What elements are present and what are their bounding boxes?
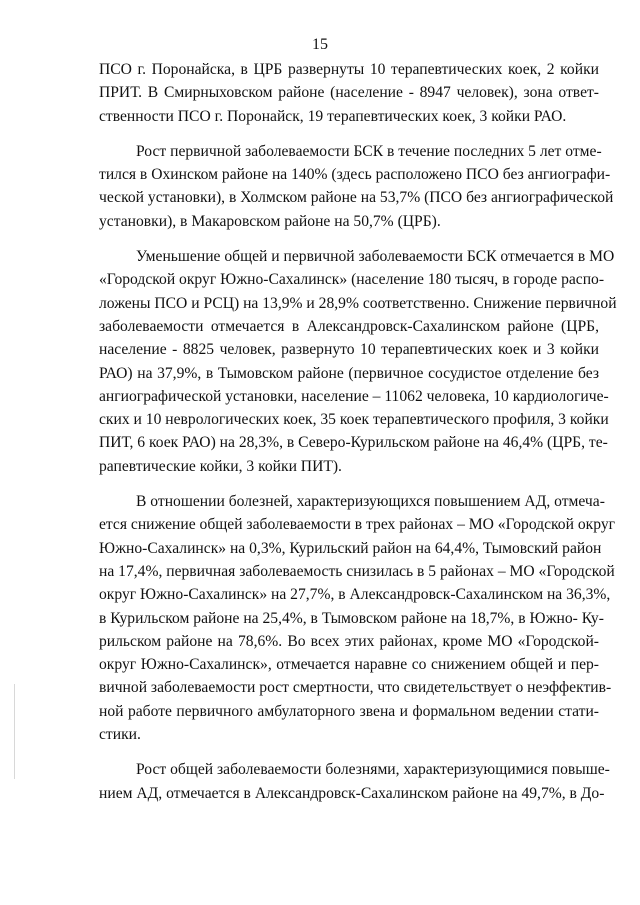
text-line: РАО) на 37,9%, в Тымовском районе (первичное сосудистое отделение без xyxy=(99,364,599,382)
text-line: В отношении болезней, характеризующихся повышением АД, отмеча- xyxy=(136,493,605,511)
text-line: ложены ПСО и РСЦ) на 13,9% и 28,9% соответственно. Снижение первичной xyxy=(99,294,617,312)
text-line: установки), в Макаровском районе на 50,7% (ЦРБ). xyxy=(99,212,441,230)
paragraph xyxy=(99,58,599,128)
text-line: население - 8825 человек, развернуто 10 терапевтических коек и 3 койки xyxy=(99,341,599,359)
paragraph xyxy=(99,140,614,233)
paragraph-gap xyxy=(99,128,599,140)
text-line: рильском районе на 78,6%. Во всех этих районах, кроме МО «Городской- xyxy=(99,632,599,650)
paragraph xyxy=(99,490,616,746)
text-line: рапевтические койки, 3 койки ПИТ). xyxy=(99,457,342,475)
text-line: ских и 10 неврологических коек, 35 коек терапевтического профиля, 3 койки xyxy=(99,411,609,429)
text-line: стики. xyxy=(99,726,141,744)
text-line: ПРИТ. В Смирныховском районе (население - 8947 человек), зона ответ- xyxy=(99,84,599,102)
text-line: Южно-Сахалинск» на 0,3%, Курильский район на 64,4%, Тымовский район xyxy=(99,539,602,557)
text-line: вичной заболеваемости рост смертности, что свидетельствует о неэффектив- xyxy=(99,679,612,697)
text-line: ственности ПСО г. Поронайск, 19 терапевтических коек, 3 койки РАО. xyxy=(99,107,567,125)
margin-scan-line xyxy=(14,684,15,779)
text-line: округ Южно-Сахалинск», отмечается наравне со снижением общей и пер- xyxy=(99,656,599,674)
paragraph-gap xyxy=(99,746,599,758)
text-line: ПИТ, 6 коек РАО) на 28,3%, в Северо-Курильском районе на 46,4% (ЦРБ, те- xyxy=(99,434,608,452)
text-line: на 17,4%, первичная заболеваемость снизилась в 5 районах – МО «Городской xyxy=(99,562,615,580)
paragraph-gap xyxy=(99,478,599,490)
text-line: ной работе первичного амбулаторного звена и формальном ведении стати- xyxy=(99,702,599,720)
text-line: Уменьшение общей и первичной заболеваемости БСК отмечается в МО xyxy=(136,248,615,266)
text-line: в Курильском районе на 25,4%, в Тымовском районе на 18,7%, в Южно- Ку- xyxy=(99,609,604,627)
paragraph xyxy=(99,758,610,805)
paragraph xyxy=(99,245,617,478)
body-text xyxy=(99,58,617,805)
text-line: Рост общей заболеваемости болезнями, характеризующимися повыше- xyxy=(136,761,610,779)
text-line: Рост первичной заболеваемости БСК в течение последних 5 лет отме- xyxy=(136,142,602,160)
text-line: нием АД, отмечается в Александровск-Сахалинском районе на 49,7%, в До- xyxy=(99,784,605,802)
text-line: тился в Охинском районе на 140% (здесь расположено ПСО без ангиографи- xyxy=(99,166,611,184)
text-line: ется снижение общей заболеваемости в трех районах – МО «Городской округ xyxy=(99,516,616,534)
paragraph-gap xyxy=(99,233,599,245)
text-line: ПСО г. Поронайска, в ЦРБ развернуты 10 терапевтических коек, 2 койки xyxy=(99,61,599,78)
text-line: округ Южно-Сахалинск» на 27,7%, в Александровск-Сахалинском на 36,3%, xyxy=(99,586,611,604)
page-number: 15 xyxy=(312,36,328,53)
text-line: «Городской округ Южно-Сахалинск» (население 180 тысяч, в городе распо- xyxy=(99,271,605,289)
text-line: ческой установки), в Холмском районе на 53,7% (ПСО без ангиографической xyxy=(99,189,614,207)
text-line: заболеваемости отмечается в Александровск-Сахалинском районе (ЦРБ, xyxy=(99,317,599,335)
text-line: ангиографической установки, население – 11062 человека, 10 кардиологиче- xyxy=(99,387,609,405)
